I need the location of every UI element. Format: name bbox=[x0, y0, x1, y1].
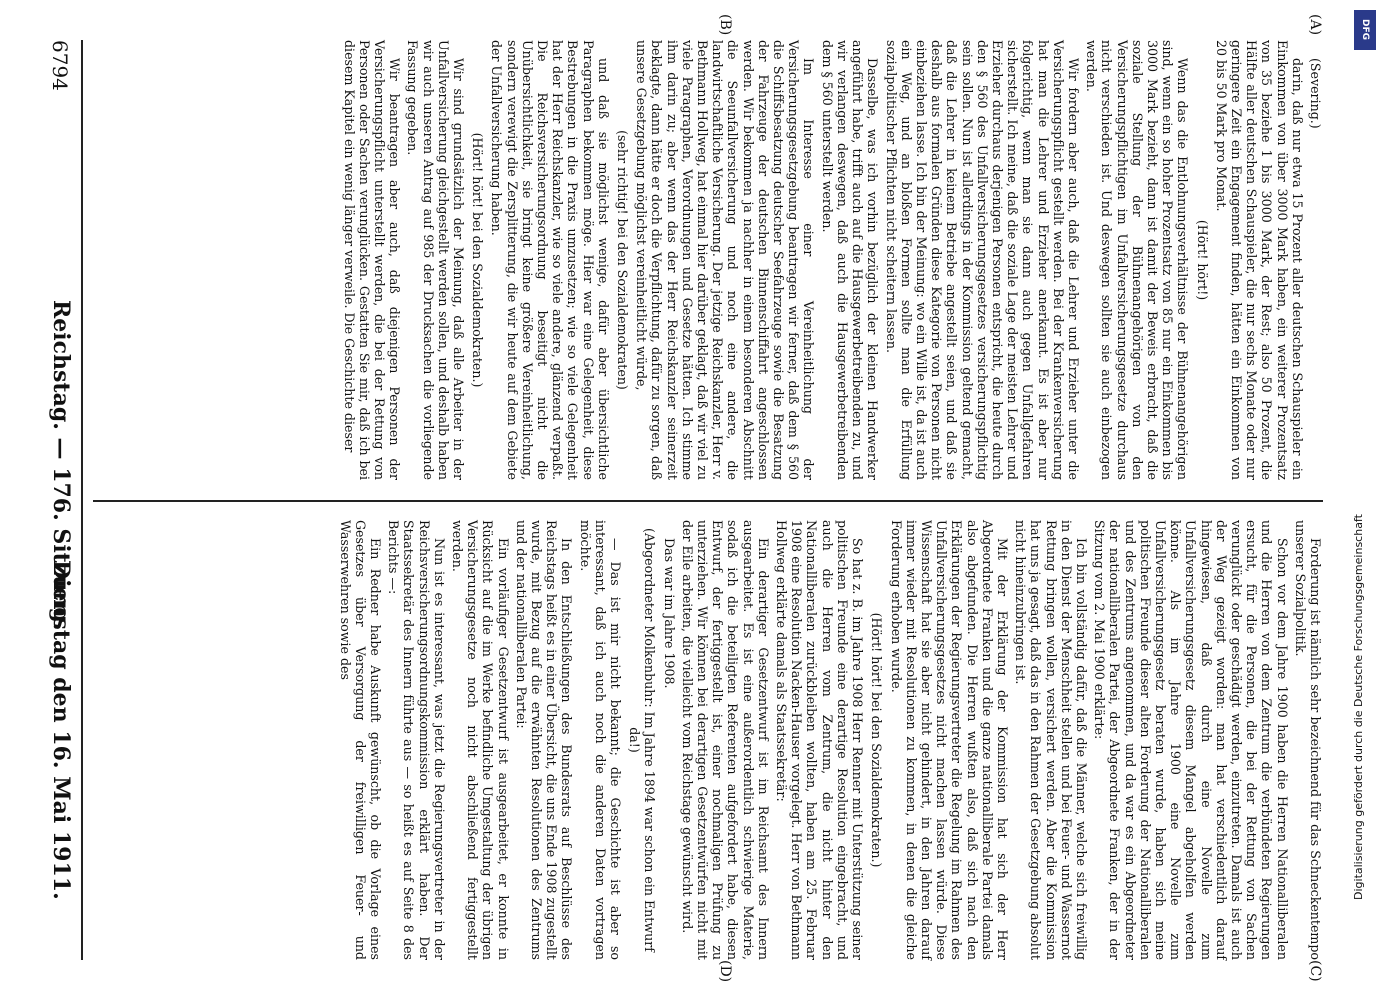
margin-marker-b: (B) bbox=[717, 14, 733, 36]
paragraph: und daß sie möglichst wenige, dafür aber übersichtliche Paragraphen bekommen möge. Hier war eine Gelegenheit, diese Bestrebungen in die Praxis umzusetzen; wie so viele Gelegenheit hat der Herr Reichskanzler, wie so viele andere, glänzend verpaßt. Die Reichsversicherungsordnung beseitigt nicht die Unübersichtlichkeit, sie bringt keine größere Vereinheitlichung, sondern verewigt die Zersplitterung, die wir heute auf dem Gebiete der Unfallversicherung haben. bbox=[489, 40, 611, 480]
dfg-logo: DFG bbox=[1354, 10, 1376, 50]
header-rule bbox=[81, 40, 83, 960]
margin-marker-d: (D) bbox=[717, 960, 733, 983]
right-text-column bbox=[93, 520, 1323, 960]
paragraph: (sehr richtig! bei den Sozialdemokraten) bbox=[615, 130, 631, 390]
paragraph: — Das ist mir nicht bekannt; die Geschichte ist aber so interessant, daß ich auch noch die anderen Daten vortragen möchte. bbox=[577, 520, 624, 960]
paragraph: Im Interesse einer Vereinheitlichung der Versicherungsgesetzgebung beantragen wir ferner, daß dem § 560 die Schiffsbesatzung deutscher Seefahrzeuge sowie die Besatzung der Fahrzeuge der deutschen Binnenschiffahrt angeschlossen werden. Wir bekommen ja nachher in einem besonderen Abschnitt die Seeunfallversicherung und noch eine andere, die landwirtschaftliche Versicherung. Der jetzige Reichskanzler, Herr v. Bethmann Hollweg, hat einmal hier darüber geklagt, daß wir viel zu viele Paragraphen, Verordnungen und Gesetze hätten. Ich stimme ihm darin zu; aber wenn das der Herr Reichskanzler seinerzeit beklagte, dann hätte er doch die Verpflichtung, dafür zu sorgen, daß unsere Gesetzgebung möglichst vereinheitlicht würde, bbox=[634, 40, 817, 480]
paragraph: (Hört! hört!) bbox=[1194, 219, 1210, 301]
column-divider bbox=[93, 500, 1323, 502]
margin-marker-a: (A) bbox=[1307, 14, 1323, 36]
paragraph: Schon vor dem Jahre 1900 haben die Herren Nationalliberalen und die Herren von dem Zentrum die verbündeten Regierungen ersucht, für die Personen, die bei der Rettung von Sachen verunglückt oder geschädigt werden, einzutreten. Damals ist auch der Weg gezeigt worden: man hat verschiedentlich darauf hingewiesen, daß durch eine Novelle zum Unfallversicherungsgesetz diesem Mangel abgeholfen werden könne. Als im Jahre 1900 eine Novelle zum Unfallversicherungsgesetz beraten wurde, haben sich meine politischen Freunde dieser alten Forderung der Nationalliberalen und des Zentrums angenommen, und da war es ein Abgeordneter der nationalliberalen Partei, der Abgeordnete Franken, der in der Sitzung vom 2. Mai 1900 erklärte: bbox=[1092, 520, 1290, 960]
paragraph: Forderung ist nämlich sehr bezeichnend für das Schneckentempo unserer Sozialpolitik. bbox=[1292, 520, 1323, 960]
paragraph: (Severing.) bbox=[1308, 58, 1323, 129]
header-title-right: Dienstag den 16. Mai 1911. bbox=[48, 560, 74, 900]
paragraph: Ein derartiger Gesetzentwurf ist im Reichsamt des Innern ausgearbeitet. Es ist eine außerordentlich schwierige Materie, sodaß ich die beteiligten Referenten aufgefordert habe, diesen Entwurf, der fertiggestellt ist, einer nochmaligen Prüfung zu unterziehen. Wir können bei derartigen Gesetzentwürfen nicht mit der Eile arbeiten, die vielleicht vom Reichstage gewünscht wird. bbox=[679, 520, 771, 960]
paragraph: Ein vorläufiger Gesetzentwurf ist ausgearbeitet, er konnte in Rücksicht auf die im Werke befindliche Umgestaltung der übrigen Versicherungsgesetze noch nicht abschließend fertiggestellt werden. bbox=[450, 520, 511, 960]
paragraph: (Hört! hört! bei den Sozialdemokraten.) bbox=[470, 132, 486, 388]
paragraph: Wir beantragen aber auch, daß diejenigen Personen der Versicherungspflicht unterstellt werden, die bei der Rettung von Personen oder Sachen verunglücken. Gestatten Sie mir, daß ich bei diesem Kapitel ein wenig länger verweile. Die Geschichte dieser bbox=[341, 40, 403, 480]
paragraph: Das war im Jahre 1908. bbox=[661, 538, 677, 689]
paragraph: Dasselbe, was ich vorhin bezüglich der kleinen Handwerker angeführt habe, trifft auch auf die Hausgewerbetreibenden zu, und wir verlangen deswegen, daß auch die Hausgewerbetreibenden dem § 560 unterstellt werden. bbox=[819, 40, 881, 480]
paragraph: Ich bin vollständig dafür, daß die Männer, welche sich freiwillig in den Dienst der Menschheit stellen und bei Feuer- und Wassernot Rettung bringen wollen, versichert werden. Aber die Kommission hat uns ja gesagt, daß das in den Rahmen der Gesetzgebung absolut nicht hineinzubringen ist. bbox=[1013, 520, 1089, 960]
paragraph: Mit der Erklärung der Kommission hat sich der Herr Abgeordnete Franken und die ganze nationalliberale Partei damals also abgefunden. Die Herren wußten also, daß sich nach den Erklärungen der Regierungsvertreter die Regelung im Rahmen des Unfallversicherungsgesetzes nicht machen lassen würde. Diese Wissenschaft hat sie aber nicht gehindert, in den Jahren darauf immer wieder mit Resolutionen zu kommen, in denen die gleiche Forderung erhoben wurde. bbox=[888, 520, 1010, 960]
paragraph: Ein Redner habe Auskunft gewünscht, ob die Vorlage eines Gesetzes über Versorgung der freiwilligen Feuer- und Wasserwehren sowie des bbox=[337, 520, 384, 960]
paragraph: Wenn das die Entlohnungsverhältnisse der Bühnenangehörigen sind, wenn ein so hoher Prozentsatz von 85 nur ein Einkommen bis 3000 Mark bezieht, dann ist damit der Beweis erbracht, daß die soziale Stellung der Bühnenangehörigen von den Versicherungspflichtigen im Unfallversicherungsgesetze durchaus nicht verschieden ist. Und deswegen sollten sie auch einbezogen werden. bbox=[1084, 40, 1191, 480]
paragraph: So hat z. B. im Jahre 1908 Herr Renner mit Unterstützung seiner politischen Freunde eine derartige Resolution eingebracht, und auch die Herren vom Zentrum, die nicht hinter den Nationalliberalen zurückbleiben wollten, haben am 25. Februar 1908 eine Resolution Nacken-Hauser vorgelegt. Herr von Bethmann Hollweg erklärte damals als Staatssekretär: bbox=[774, 520, 866, 960]
digitization-credit: Digitalisierung gefördert durch die Deutsche Forschungsgemeinschaft bbox=[1352, 514, 1365, 900]
paragraph: Nun ist es interessant, was jetzt die Regierungsvertreter in der Reichsversicherungsordnungskommission erklärt haben. Der Staatssekretär des Innern führte aus — so heißt es auf Seite 8 des Berichts —: bbox=[386, 520, 447, 960]
left-text-column bbox=[93, 40, 1323, 480]
page-number: 6794 bbox=[48, 40, 72, 91]
page-header bbox=[38, 40, 78, 960]
paragraph: In den Entschließungen des Bundesrats auf Beschlüsse des Reichstags heißt es in einer Übersicht, die uns Ende 1908 zugestellt wurde, mit Bezug auf die erwähnten Resolutionen des Zentrums und der nationalliberalen Partei: bbox=[513, 520, 575, 960]
paragraph: Wir sind grundsätzlich der Meinung, daß alle Arbeiter in der Unfallversicherung gleichgestellt werden sollen, und deshalb haben wir auch unseren Antrag auf 985 der Drucksachen die vorliegende Fassung gegeben. bbox=[405, 40, 467, 480]
header-title-left: Reichstag. — 176. Sitzung. bbox=[48, 300, 74, 631]
paragraph: (Abgeordneter Molkenbuhr: Im Jahre 1894 war schon ein Entwurf da!) bbox=[627, 528, 658, 952]
paragraph: darin, daß nur etwa 15 Prozent aller deutschen Schauspieler ein Einkommen von über 3000 Mark haben, ein weiterer Prozentsatz von 35 beziehe 1 bis 3000 Mark, der Rest; also 50 Prozent, die Hälfte aller deutschen Schauspieler, die nur sechs Monate oder nur geringere Zeit ein Engagement finden, hätten ein Einkommen von 20 bis 50 Mark pro Monat. bbox=[1213, 40, 1305, 480]
paragraph: Wir fordern aber auch, daß die Lehrer und Erzieher unter die Versicherungspflicht gestellt werden. Bei der Krankenversicherung hat man die Lehrer und Erzieher anerkannt. Es ist aber nur folgerichtig, wenn man sie dann auch gegen Unfallgefahren sicherstellt. Ich meine, daß die soziale Lage der meisten Lehrer und Erzieher durchaus derjenigen Personen entspricht, die heute durch den § 560 des Unfallversicherungsgesetzes versicherungspflichtig sein sollen. Nun ist allerdings in der Kommission geltend gemacht, daß die Lehrer in keinem Betriebe angestellt seien, und daß sie deshalb aus formalen Gründen diese Kategorie von Personen nicht einbeziehen lasse. Ich bin der Meinung: wo ein Wille ist, da ist auch ein Weg, und an bloßen Formen sollte man die Erfüllung sozialpolitischer Pflichten nicht scheitern lassen. bbox=[883, 40, 1081, 480]
paragraph: (Hört! hört! bei den Sozialdemokraten.) bbox=[869, 612, 885, 868]
margin-marker-c: (C) bbox=[1307, 960, 1323, 982]
